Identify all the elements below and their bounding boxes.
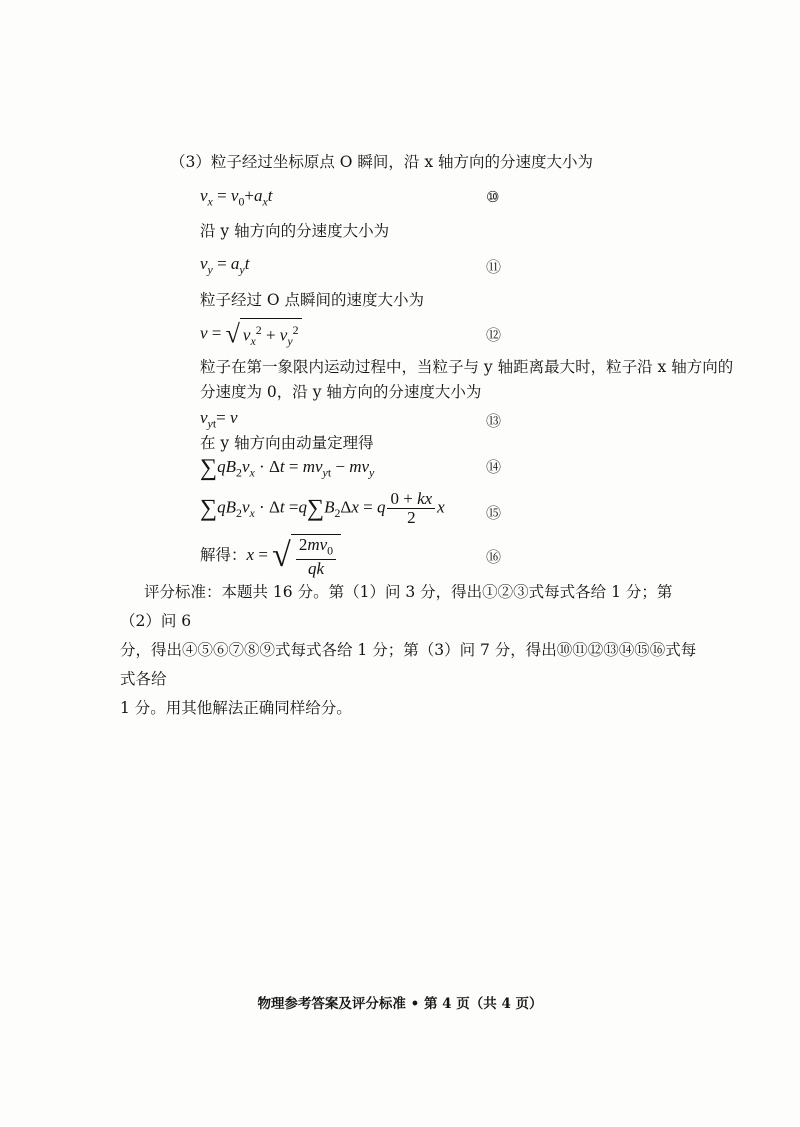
scoring-line-2: 分，得出④⑤⑥⑦⑧⑨式每式各给 1 分；第（3）问 7 分，得出⑩⑪⑫⑬⑭⑮⑯式每式各给	[120, 641, 697, 688]
scoring-line-1: 评分标准：本题共 16 分。第（1）问 3 分，得出①②③式每式各给 1 分；第（2）问 6	[120, 583, 673, 630]
page-footer: 物理参考答案及评分标准 • 第 4 页（共 4 页）	[257, 996, 543, 1012]
scoring-line-3: 1 分。用其他解法正确同样给分。	[120, 699, 352, 717]
quadrant-statement-2: 分速度为 0，沿 y 轴方向的分速度大小为	[200, 383, 482, 401]
equation-15: $\sum qB_2v_x \cdot \Delta t =q\sum B_2\Delta x = q$ $\frac{0 + kx}{2}$ x	[200, 489, 445, 527]
equation-14-number: ⑭	[486, 458, 502, 476]
equation-16-number: ⑯	[486, 548, 502, 566]
equation-10: $v_x = v_0+a_xt$	[200, 186, 273, 209]
quadrant-statement-1: 粒子在第一象限内运动过程中，当粒子与 y 轴距离最大时，粒子沿 x 轴方向的	[200, 358, 734, 376]
solve-label: 解得：	[200, 546, 247, 565]
equation-12-number: ⑫	[486, 326, 502, 344]
equation-16: 解得：x = √ $\frac{2mv_0}{qk}$	[200, 534, 341, 578]
vy-statement: 沿 y 轴方向的分速度大小为	[200, 222, 390, 240]
equation-11-number: ⑪	[486, 258, 502, 276]
momentum-statement: 在 y 轴方向由动量定理得	[200, 434, 374, 452]
equation-13: $v_{yt}= v$	[200, 408, 238, 431]
equation-13-number: ⑬	[486, 412, 502, 430]
part3-intro: （3）粒子经过坐标原点 O 瞬间，沿 x 轴方向的分速度大小为	[170, 153, 594, 171]
equation-12: v = √ $v_x^2 + v_y^2$	[200, 318, 302, 351]
speed-statement: 粒子经过 O 点瞬间的速度大小为	[200, 291, 425, 309]
scoring-criteria	[120, 578, 700, 723]
equation-11: $v_y = a_yt$	[200, 254, 250, 277]
equation-10-number: ⑩	[486, 188, 500, 206]
equation-15-number: ⑮	[486, 504, 502, 522]
equation-14: $\sum qB_2v_x \cdot \Delta t = mv_{yt} - mv_y$	[200, 455, 375, 482]
